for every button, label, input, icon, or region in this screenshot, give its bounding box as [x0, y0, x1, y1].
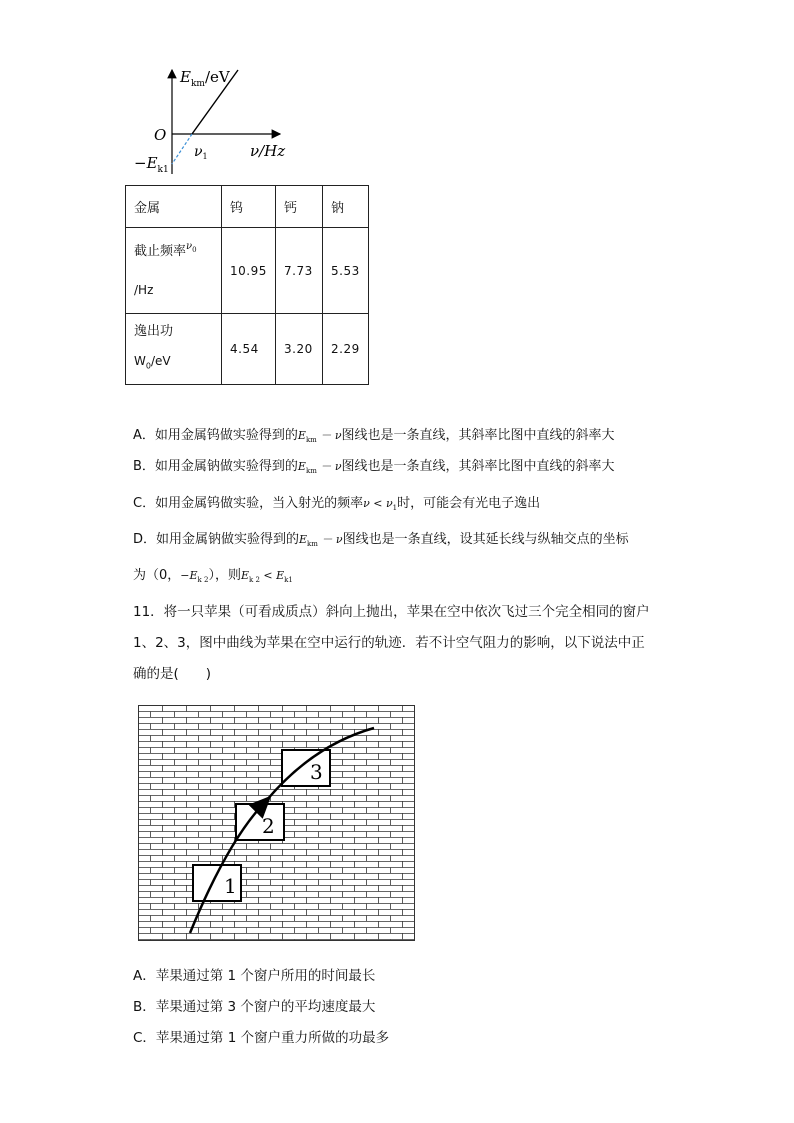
- window-2-label: 2: [262, 814, 275, 838]
- table-cell: 4.54: [222, 314, 276, 385]
- brick-wall-trajectory-figure: [138, 705, 415, 941]
- option-11-b: B．苹果通过第 3 个窗户的平均速度最大: [133, 999, 376, 1015]
- table-header-cell: 钠: [323, 186, 369, 228]
- ekm-nu-graph: [130, 62, 300, 182]
- option-10-d: D．如用金属钠做实验得到的$E_{km} - \nu$图线也是一条直线，设其延长线与纵轴交点的坐标: [133, 532, 629, 549]
- option-11-a: A．苹果通过第 1 个窗户所用的时间最长: [133, 968, 376, 984]
- table-row-cutoff-frequency: [126, 228, 369, 314]
- table-row-work-function: [126, 314, 369, 385]
- window-1-label: 1: [224, 874, 237, 898]
- option-10-a: A．如用金属钨做实验得到的$E_{km} - \nu$图线也是一条直线，其斜率比图中直线的斜率大: [133, 428, 615, 445]
- table-cell: 3.20: [276, 314, 323, 385]
- option-10-d-continued: 为（0，$-E_{k 2}$），则$E_{k 2} < E_{k1}$: [133, 568, 293, 585]
- option-10-b: B．如用金属钠做实验得到的$E_{km} - \nu$图线也是一条直线，其斜率比图中直线的斜率大: [133, 459, 615, 476]
- window-3: [282, 750, 330, 786]
- row-label: 截止频率$^{\nu_0}$ /Hz: [126, 228, 222, 314]
- table-cell: 7.73: [276, 228, 323, 314]
- intercept-x-label: $\nu_1$: [194, 144, 208, 161]
- window-2: [236, 804, 284, 840]
- extension-dashed-line: [172, 134, 192, 164]
- table-cell: 10.95: [222, 228, 276, 314]
- table-cell: 2.29: [323, 314, 369, 385]
- table-cell: 5.53: [323, 228, 369, 314]
- table-header-row: [126, 186, 369, 228]
- x-axis-label: ν/Hz: [250, 142, 286, 160]
- intercept-y-label: $-E_{k1}$: [134, 154, 169, 175]
- y-axis-label: $E_{km}/eV$: [180, 68, 230, 89]
- question-11-line-2: 1、2、3，图中曲线为苹果在空中运行的轨迹．若不计空气阻力的影响，以下说法中正: [133, 635, 645, 651]
- window-3-label: 3: [310, 760, 323, 784]
- option-10-c: C．如用金属钨做实验，当入射光的频率$\nu < \nu_1$时，可能会有光电子逸出: [133, 496, 541, 513]
- window-1: [193, 865, 241, 901]
- origin-label: O: [154, 126, 167, 144]
- question-11-line-1: 11．将一只苹果（可看成质点）斜向上抛出，苹果在空中依次飞过三个完全相同的窗户: [133, 604, 650, 620]
- row-label: 逸出功 $W_0/eV$: [126, 314, 222, 385]
- table-header-cell: 钨: [222, 186, 276, 228]
- question-11-line-3: 确的是( ): [133, 666, 212, 682]
- option-11-c: C．苹果通过第 1 个窗户重力所做的功最多: [133, 1030, 390, 1046]
- table-header-cell: 金属: [126, 186, 222, 228]
- metal-table: [125, 185, 369, 385]
- table-header-cell: 钙: [276, 186, 323, 228]
